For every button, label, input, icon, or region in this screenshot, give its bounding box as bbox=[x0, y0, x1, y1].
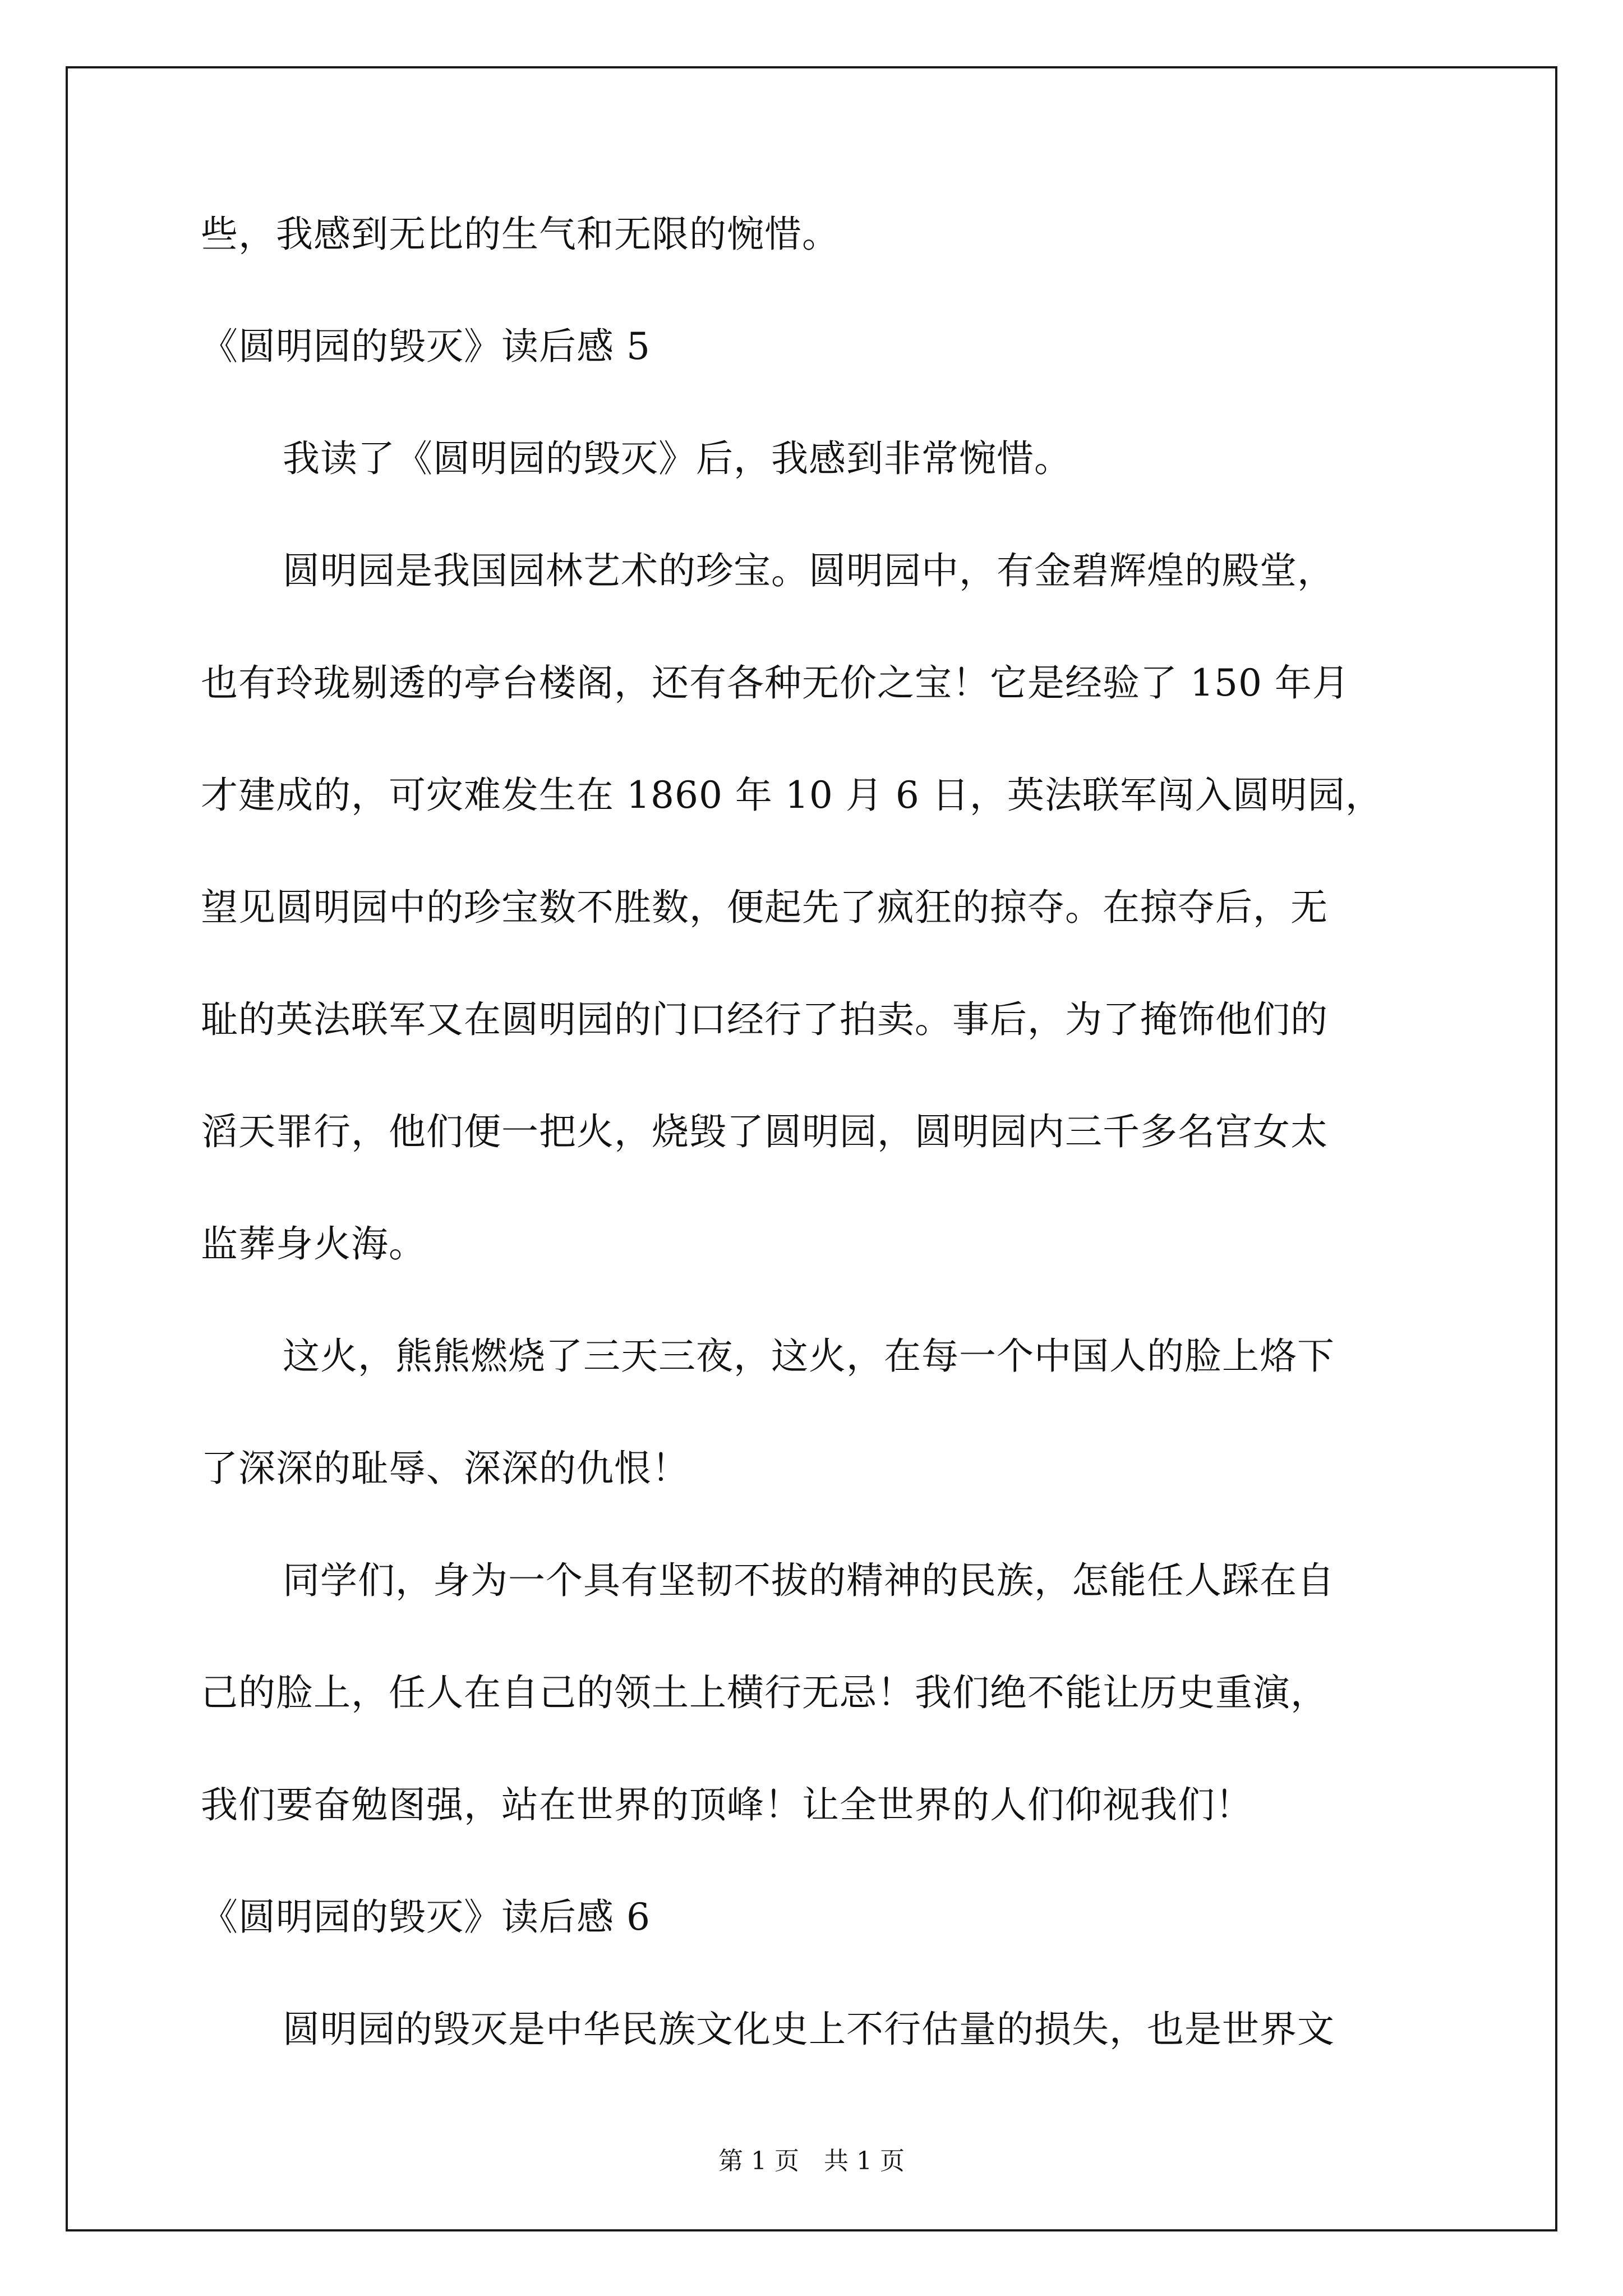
paragraph-line: 些，我感到无比的生气和无限的惋惜。 bbox=[201, 213, 840, 256]
paragraph-line: 圆明园是我国园林艺术的珍宝。圆明园中，有金碧辉煌的殿堂， bbox=[283, 549, 1335, 592]
paragraph-line: 滔天罪行，他们便一把火，烧毁了圆明园，圆明园内三千多名宫女太 bbox=[201, 1110, 1328, 1153]
paragraph-line: 圆明园的毁灭是中华民族文化史上不行估量的损失，也是世界文 bbox=[283, 2008, 1335, 2051]
paragraph-line: 这火，熊熊燃烧了三天三夜，这火，在每一个中国人的脸上烙下 bbox=[283, 1335, 1335, 1378]
paragraph-line: 也有玲珑剔透的亭台楼阁，还有各种无价之宝！它是经验了 150 年月 bbox=[201, 661, 1350, 705]
paragraph-line: 同学们，身为一个具有坚韧不拔的精神的民族，怎能任人踩在自 bbox=[283, 1559, 1335, 1602]
paragraph-line: 望见圆明园中的珍宝数不胜数，便起先了疯狂的掠夺。在掠夺后，无 bbox=[201, 886, 1328, 929]
paragraph-line: 监葬身火海。 bbox=[201, 1222, 426, 1266]
paragraph-line: 己的脸上，任人在自己的领土上横行无忌！我们绝不能让历史重演， bbox=[201, 1671, 1328, 1714]
paragraph-line: 才建成的，可灾难发生在 1860 年 10 月 6 日，英法联军闯入圆明园， bbox=[201, 774, 1383, 817]
page-footer bbox=[0, 2146, 1623, 2177]
paragraph-line: 我读了《圆明园的毁灭》后，我感到非常惋惜。 bbox=[283, 437, 1072, 480]
page-number-total: 共 1 页 bbox=[824, 2147, 905, 2175]
paragraph-line: 了深深的耻辱、深深的仇恨！ bbox=[201, 1447, 689, 1490]
section-heading: 《圆明园的毁灭》读后感 5 bbox=[201, 325, 651, 368]
paragraph-line: 我们要奋勉图强，站在世界的顶峰！让全世界的人们仰视我们！ bbox=[201, 1783, 1253, 1826]
paragraph-line: 耻的英法联军又在圆明园的门口经行了拍卖。事后，为了掩饰他们的 bbox=[201, 998, 1328, 1041]
page-number-current: 第 1 页 bbox=[718, 2147, 799, 2175]
section-heading: 《圆明园的毁灭》读后感 6 bbox=[201, 1895, 651, 1939]
